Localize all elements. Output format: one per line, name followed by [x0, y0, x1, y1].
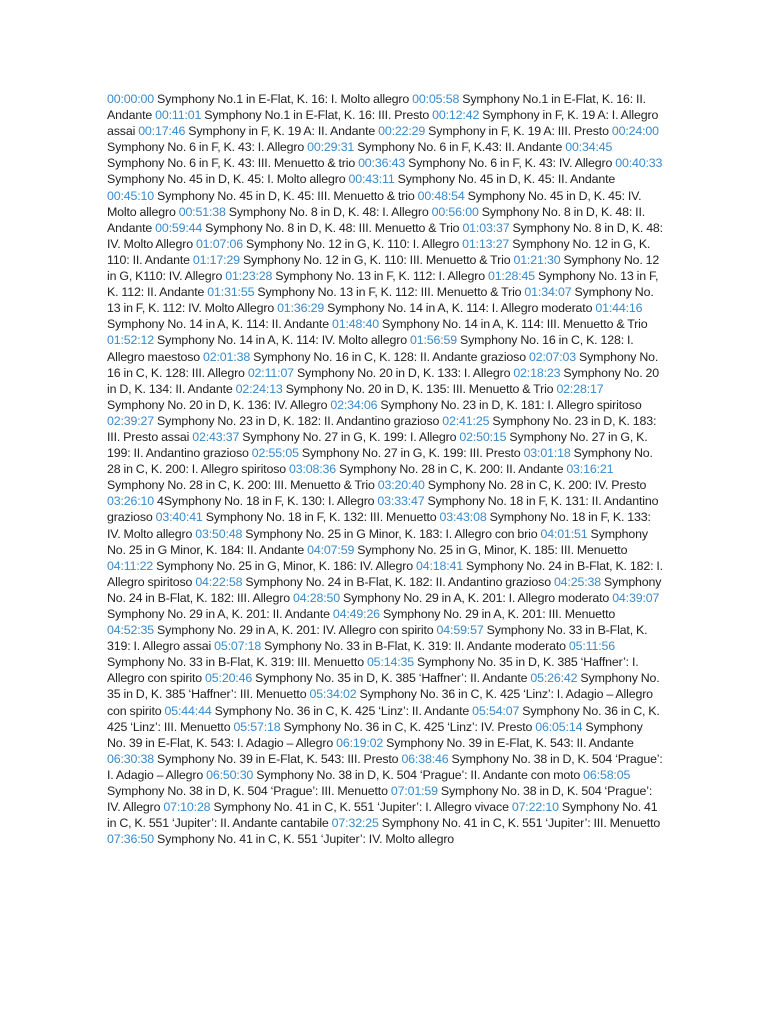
- timestamp-link[interactable]: 07:32:25: [331, 816, 379, 831]
- track-entry: [205, 671, 527, 685]
- track-title: Symphony No. 36 in C, K. 425 ‘Linz’: II. Andante: [214, 703, 470, 718]
- timestamp-link[interactable]: 01:56:59: [409, 333, 458, 348]
- track-title: Symphony No. 24 in B-Flat, K. 182: III. Allegro: [107, 574, 662, 605]
- timestamp-link[interactable]: 00:12:42: [432, 108, 480, 123]
- track-entry: [277, 301, 592, 315]
- timestamp-link[interactable]: 02:18:23: [513, 365, 561, 380]
- track-title: Symphony No. 39 in E-Flat, K. 543: I. Adagio – Allegro: [107, 719, 643, 750]
- timestamp-link[interactable]: 03:33:47: [377, 494, 425, 509]
- track-title: Symphony No. 23 in D, K. 183: III. Presto assai: [107, 413, 657, 444]
- timestamp-link[interactable]: 01:03:37: [462, 220, 510, 235]
- track-entry: [193, 253, 511, 267]
- timestamp-link[interactable]: 01:52:12: [107, 333, 155, 348]
- timestamp-link[interactable]: 03:40:41: [155, 510, 203, 525]
- track-entry: [248, 366, 511, 380]
- track-title: Symphony No. 16 in C, K. 128: II. Andante grazioso: [253, 349, 526, 364]
- timestamp-link[interactable]: 05:44:44: [164, 703, 212, 718]
- track-title: Symphony No. 14 in A, K. 114: II. Andante: [107, 317, 329, 332]
- track-entry: [332, 816, 660, 830]
- timestamp-link[interactable]: 02:43:37: [192, 429, 240, 444]
- track-title: Symphony No. 45 in D, K. 45: III. Menuetto & trio: [157, 188, 415, 203]
- track-title: Symphony No. 18 in F, K. 133: IV. Molto allegro: [107, 510, 651, 541]
- track-title: Symphony No. 14 in A, K. 114: IV. Molto allegro: [157, 333, 407, 348]
- timestamp-link[interactable]: 00:22:29: [378, 124, 426, 139]
- track-entry: [214, 639, 566, 653]
- track-entry: [155, 108, 429, 122]
- timestamp-link[interactable]: 04:18:41: [416, 558, 464, 573]
- track-title: Symphony No. 23 in D, K. 182: II. Andantino grazioso: [157, 413, 440, 428]
- timestamp-link[interactable]: 07:36:50: [107, 832, 155, 847]
- track-title: Symphony No. 41 in C, K. 551 ‘Jupiter’: I. Allegro vivace: [213, 800, 509, 815]
- timestamp-link[interactable]: 00:11:01: [155, 108, 202, 123]
- track-title: Symphony No. 29 in A, K. 201: II. Andante: [107, 607, 330, 621]
- track-title: Symphony No. 36 in C, K. 425 ‘Linz’: IV. Presto: [283, 719, 533, 734]
- track-title: Symphony No. 45 in D, K. 45: II. Andante: [397, 172, 616, 187]
- timestamp-link[interactable]: 00:48:54: [417, 188, 465, 203]
- track-title: Symphony No. 41 in C, K. 551 ‘Jupiter’: II. Andante cantabile: [107, 800, 658, 831]
- track-entry: [156, 510, 437, 524]
- tracklist-paragraph: [107, 91, 663, 847]
- track-title: Symphony No. 38 in D, K. 504 ‘Prague’: I. Adagio – Allegro: [107, 751, 663, 782]
- timestamp-link[interactable]: 06:50:30: [206, 767, 254, 782]
- track-title: Symphony No. 27 in G, K. 199: I. Allegro: [242, 429, 457, 444]
- timestamp-link[interactable]: 00:59:44: [155, 220, 203, 235]
- track-title: Symphony No. 27 in G, K. 199: III. Presto: [301, 446, 521, 461]
- track-entry: [192, 430, 456, 444]
- track-title: Symphony No. 39 in E-Flat, K. 543: II. Andante: [386, 735, 634, 750]
- track-title: Symphony in F, K. 19 A: III. Presto: [428, 124, 609, 139]
- track-entry: [289, 462, 563, 476]
- timestamp-link[interactable]: 04:07:59: [307, 542, 355, 557]
- track-title: Symphony No. 13 in F, K. 112: III. Menuetto & Trio: [257, 285, 522, 300]
- track-title: Symphony No. 29 in A, K. 201: I. Allegro moderato: [343, 590, 610, 605]
- timestamp-link[interactable]: 04:52:35: [107, 623, 155, 638]
- track-title: Symphony No. 35 in D, K. 385 ‘Haffner’: I. Allegro con spirito: [107, 655, 639, 686]
- track-title: Symphony No. 12 in G, K110: IV. Allegro: [107, 252, 660, 284]
- timestamp-link[interactable]: 02:01:38: [203, 349, 251, 364]
- track-title: Symphony No. 20 in D, K. 133: I. Allegro: [296, 365, 511, 380]
- track-entry: [307, 543, 627, 557]
- timestamp-link[interactable]: 01:48:40: [331, 317, 380, 332]
- track-title: Symphony No. 45 in D, K. 45: I. Molto allegro: [107, 172, 346, 187]
- timestamp-link[interactable]: 03:43:08: [439, 510, 487, 525]
- track-title: Symphony No. 29 in A, K. 201: III. Menuetto: [382, 607, 616, 621]
- track-entry: [332, 317, 648, 331]
- timestamp-link[interactable]: 04:25:38: [553, 574, 601, 589]
- timestamp-link[interactable]: 03:08:36: [289, 462, 337, 477]
- timestamp-link[interactable]: 00:40:33: [615, 156, 663, 171]
- track-title: Symphony No. 25 in G Minor, K. 183: I. Allegro con brio: [245, 526, 538, 541]
- track-entry: [333, 607, 615, 621]
- timestamp-link[interactable]: 00:24:00: [611, 124, 659, 139]
- track-entry: [233, 720, 532, 734]
- track-entry: [107, 414, 439, 428]
- timestamp-link[interactable]: 05:57:18: [233, 719, 281, 734]
- timestamp-link[interactable]: 06:58:05: [583, 767, 631, 782]
- track-entry: [207, 285, 521, 299]
- track-entry: [155, 221, 459, 235]
- timestamp-link[interactable]: 05:20:46: [205, 671, 253, 686]
- timestamp-link[interactable]: 00:51:38: [178, 204, 226, 219]
- track-entry: [293, 591, 609, 605]
- timestamp-link[interactable]: 03:50:48: [195, 526, 243, 541]
- track-title: Symphony No. 18 in F, K. 131: II. Andantino grazioso: [107, 494, 659, 525]
- timestamp-link[interactable]: 00:45:10: [107, 188, 155, 203]
- track-title: Symphony No. 41 in C, K. 551 ‘Jupiter’: IV. Molto allegro: [157, 832, 455, 847]
- track-title: Symphony No.1 in E-Flat, K. 16: II. Andante: [107, 92, 646, 123]
- track-title: Symphony No. 6 in F, K. 43: III. Menuetto & trio: [107, 156, 356, 171]
- timestamp-link[interactable]: 04:49:26: [332, 607, 380, 621]
- track-entry: [206, 768, 580, 782]
- track-entry: [236, 382, 554, 396]
- timestamp-link[interactable]: 06:38:46: [401, 751, 449, 766]
- track-title: Symphony No. 20 in D, K. 136: IV. Allegro: [107, 397, 328, 412]
- timestamp-link[interactable]: 01:13:27: [462, 236, 510, 251]
- timestamp-link[interactable]: 07:22:10: [511, 800, 559, 815]
- timestamp-link[interactable]: 00:36:43: [358, 156, 406, 171]
- timestamp-link[interactable]: 00:34:45: [565, 140, 613, 155]
- track-entry: [107, 752, 398, 766]
- track-title: Symphony No. 45 in D, K. 45: IV. Molto allegro: [107, 188, 642, 219]
- timestamp-link[interactable]: 02:28:17: [556, 381, 604, 396]
- timestamp-link[interactable]: 00:56:00: [431, 204, 479, 219]
- timestamp-link[interactable]: 05:26:42: [530, 671, 578, 686]
- track-title: Symphony No. 28 in C, K. 200: I. Allegro spiritoso: [107, 446, 653, 477]
- timestamp-link[interactable]: 01:28:45: [487, 269, 535, 284]
- track-title: Symphony No. 25 in G, Minor, K. 186: IV. Allegro: [156, 558, 413, 573]
- timestamp-link[interactable]: 04:39:07: [612, 590, 660, 605]
- track-title: Symphony No. 14 in A, K. 114: III. Menuetto & Trio: [382, 317, 648, 332]
- track-title: Symphony No. 36 in C, K. 425 ‘Linz’: I. Adagio – Allegro con spirito: [107, 687, 653, 718]
- track-entry: [203, 350, 526, 364]
- timestamp-link[interactable]: 07:01:59: [390, 784, 438, 799]
- track-entry: [107, 832, 454, 846]
- track-entry: [165, 704, 470, 718]
- track-title: Symphony No. 38 in D, K. 504 ‘Prague’: II. Andante con moto: [256, 767, 581, 782]
- track-title: Symphony No. 29 in A, K. 201: IV. Allegro con spirito: [157, 623, 434, 638]
- track-title: Symphony No. 39 in E-Flat, K. 543: III. Presto: [157, 751, 399, 766]
- track-entry: [252, 446, 521, 460]
- track-title: Symphony No. 16 in C, K. 128: III. Allegro: [107, 349, 659, 380]
- track-title: Symphony No. 35 in D, K. 385 ‘Haffner’: III. Menuetto: [107, 671, 660, 702]
- track-entry: [107, 494, 374, 508]
- track-entry: [107, 559, 413, 573]
- timestamp-link[interactable]: 01:36:29: [277, 301, 325, 316]
- timestamp-link[interactable]: 03:26:10: [107, 494, 155, 509]
- track-title: Symphony No. 20 in D, K. 134: II. Andante: [107, 365, 659, 396]
- timestamp-link[interactable]: 03:20:40: [377, 478, 425, 493]
- track-entry: [107, 189, 415, 203]
- track-title: Symphony No.1 in E-Flat, K. 16: I. Molto allegro: [157, 92, 410, 106]
- timestamp-link[interactable]: 01:17:29: [192, 252, 240, 267]
- timestamp-link[interactable]: 00:17:46: [138, 124, 186, 139]
- track-entry: [107, 92, 409, 106]
- track-title: Symphony No. 12 in G, K. 110: III. Menuetto & Trio: [242, 252, 511, 267]
- track-title: 4Symphony No. 18 in F, K. 130: I. Allegro: [157, 494, 375, 509]
- timestamp-link[interactable]: 03:16:21: [566, 462, 614, 477]
- track-title: Symphony No. 33 in B-Flat, K. 319: II. Andante moderato: [264, 639, 566, 654]
- track-title: Symphony No. 13 in F, K. 112: II. Andante: [107, 269, 659, 300]
- track-entry: [163, 800, 508, 814]
- track-entry: [195, 527, 537, 541]
- timestamp-link[interactable]: 05:34:02: [309, 687, 357, 702]
- timestamp-link[interactable]: 04:11:22: [107, 558, 154, 573]
- track-title: Symphony No. 12 in G, K. 110: II. Andante: [107, 236, 651, 267]
- track-entry: [307, 140, 562, 154]
- track-entry: [378, 478, 646, 492]
- track-title: Symphony No. 16 in C, K. 128: I. Allegro maestoso: [107, 333, 634, 364]
- track-title: Symphony No. 8 in D, K. 48: IV. Molto Allegro: [107, 220, 663, 251]
- track-entry: [179, 205, 429, 219]
- timestamp-link[interactable]: 05:07:18: [214, 639, 262, 654]
- timestamp-link[interactable]: 02:55:05: [251, 446, 299, 461]
- timestamp-link[interactable]: 07:10:28: [163, 800, 211, 815]
- timestamp-link[interactable]: 04:59:57: [436, 623, 484, 638]
- timestamp-link[interactable]: 00:00:00: [107, 92, 155, 106]
- track-title: Symphony No. 33 in B-Flat, K. 319: I. Allegro assai: [107, 623, 648, 654]
- track-title: Symphony No. 8 in D, K. 48: II. Andante: [107, 204, 646, 235]
- track-title: Symphony No. 20 in D, K. 135: III. Menuetto & Trio: [285, 381, 554, 396]
- track-title: Symphony No. 18 in F, K. 132: III. Menuetto: [205, 510, 437, 525]
- track-title: Symphony No. 6 in F, K.43: II. Andante: [357, 140, 563, 155]
- track-title: Symphony No. 12 in G, K. 110: I. Allegro: [245, 236, 460, 251]
- track-title: Symphony No. 23 in D, K. 181: I. Allegro spiritoso: [380, 397, 642, 412]
- timestamp-link[interactable]: 02:11:07: [247, 365, 294, 380]
- timestamp-link[interactable]: 02:39:27: [107, 413, 155, 428]
- timestamp-link[interactable]: 01:34:07: [524, 285, 572, 300]
- track-title: Symphony No. 25 in G, Minor, K. 185: III. Menuetto: [357, 542, 628, 557]
- track-title: Symphony in F, K. 19 A: II. Andante: [188, 124, 376, 139]
- timestamp-link[interactable]: 01:31:55: [207, 285, 255, 300]
- timestamp-link[interactable]: 02:41:25: [442, 413, 490, 428]
- timestamp-link[interactable]: 02:34:06: [330, 397, 378, 412]
- timestamp-link[interactable]: 00:43:11: [348, 172, 395, 187]
- track-entry: [225, 269, 485, 283]
- track-entry: [107, 333, 407, 347]
- timestamp-link[interactable]: 04:01:51: [540, 526, 588, 541]
- track-title: Symphony No. 13 in F, K. 112: IV. Molto Allegro: [107, 285, 654, 316]
- track-title: Symphony No. 13 in F, K. 112: I. Allegro: [275, 269, 485, 284]
- track-entry: [348, 172, 615, 186]
- track-title: Symphony No. 24 in B-Flat, K. 182: II. Andantino grazioso: [245, 574, 551, 589]
- track-title: Symphony No. 38 in D, K. 504 ‘Prague’: IV. Allegro: [107, 784, 653, 815]
- track-entry: [107, 623, 434, 637]
- track-title: Symphony No. 6 in F, K. 43: IV. Allegro: [408, 156, 613, 171]
- track-title: Symphony No. 8 in D, K. 48: III. Menuetto & Trio: [205, 220, 460, 235]
- timestamp-link[interactable]: 06:19:02: [336, 735, 384, 750]
- timestamp-link[interactable]: 04:22:58: [195, 574, 243, 589]
- track-title: Symphony in F, K. 19 A: I. Allegro assai: [107, 108, 659, 139]
- track-title: Symphony No. 38 in D, K. 504 ‘Prague’: III. Menuetto: [107, 784, 388, 799]
- timestamp-link[interactable]: 03:01:18: [523, 446, 571, 461]
- timestamp-link[interactable]: 01:21:30: [513, 252, 561, 267]
- track-title: Symphony No. 24 in B-Flat, K. 182: I. Allegro spiritoso: [107, 558, 663, 589]
- track-title: Symphony No. 14 in A, K. 114: I. Allegro moderato: [327, 301, 593, 316]
- timestamp-link[interactable]: 05:11:56: [568, 639, 616, 654]
- timestamp-link[interactable]: 02:24:13: [235, 381, 283, 396]
- timestamp-link[interactable]: 01:23:28: [225, 269, 273, 284]
- track-entry: [195, 575, 551, 589]
- timestamp-link[interactable]: 01:44:16: [595, 301, 643, 316]
- timestamp-link[interactable]: 02:07:03: [528, 349, 577, 364]
- timestamp-link[interactable]: 04:28:50: [292, 590, 341, 605]
- timestamp-link[interactable]: 01:07:06: [195, 236, 243, 251]
- track-title: Symphony No. 25 in G Minor, K. 184: II. Andante: [107, 526, 648, 557]
- track-title: Symphony No. 27 in G, K. 199: II. Andantino grazioso: [107, 429, 648, 461]
- track-title: Symphony No.1 in E-Flat, K. 16: III. Presto: [204, 108, 430, 123]
- timestamp-link[interactable]: 00:05:58: [412, 92, 460, 106]
- track-title: Symphony No. 28 in C, K. 200: IV. Presto: [427, 478, 647, 493]
- track-title: Symphony No. 41 in C, K. 551 ‘Jupiter’: III. Menuetto: [381, 816, 661, 831]
- timestamp-link[interactable]: 05:54:07: [472, 703, 520, 718]
- track-entry: [138, 124, 375, 138]
- timestamp-link[interactable]: 02:50:15: [459, 429, 507, 444]
- track-title: Symphony No. 35 in D, K. 385 ‘Haffner’: II. Andante: [255, 671, 528, 686]
- timestamp-link[interactable]: 00:29:31: [307, 140, 355, 155]
- track-title: Symphony No. 28 in C, K. 200: III. Menuetto & Trio: [107, 478, 375, 493]
- track-entry: [330, 398, 641, 412]
- track-title: Symphony No. 36 in C, K. 425 ‘Linz’: III. Menuetto: [107, 703, 660, 734]
- track-title: Symphony No. 28 in C, K. 200: II. Andante: [339, 462, 564, 477]
- track-entry: [358, 156, 612, 170]
- timestamp-link[interactable]: 06:30:38: [107, 751, 155, 766]
- track-entry: [196, 237, 459, 251]
- track-entry: [378, 124, 609, 138]
- track-title: Symphony No. 6 in F, K. 43: I. Allegro: [107, 140, 305, 155]
- track-title: Symphony No. 33 in B-Flat, K. 319: III. Menuetto: [107, 655, 364, 670]
- track-title: Symphony No. 8 in D, K. 48: I. Allegro: [228, 204, 429, 219]
- timestamp-link[interactable]: 06:05:14: [535, 719, 583, 734]
- timestamp-link[interactable]: 05:14:35: [366, 655, 414, 670]
- track-entry: [336, 736, 634, 750]
